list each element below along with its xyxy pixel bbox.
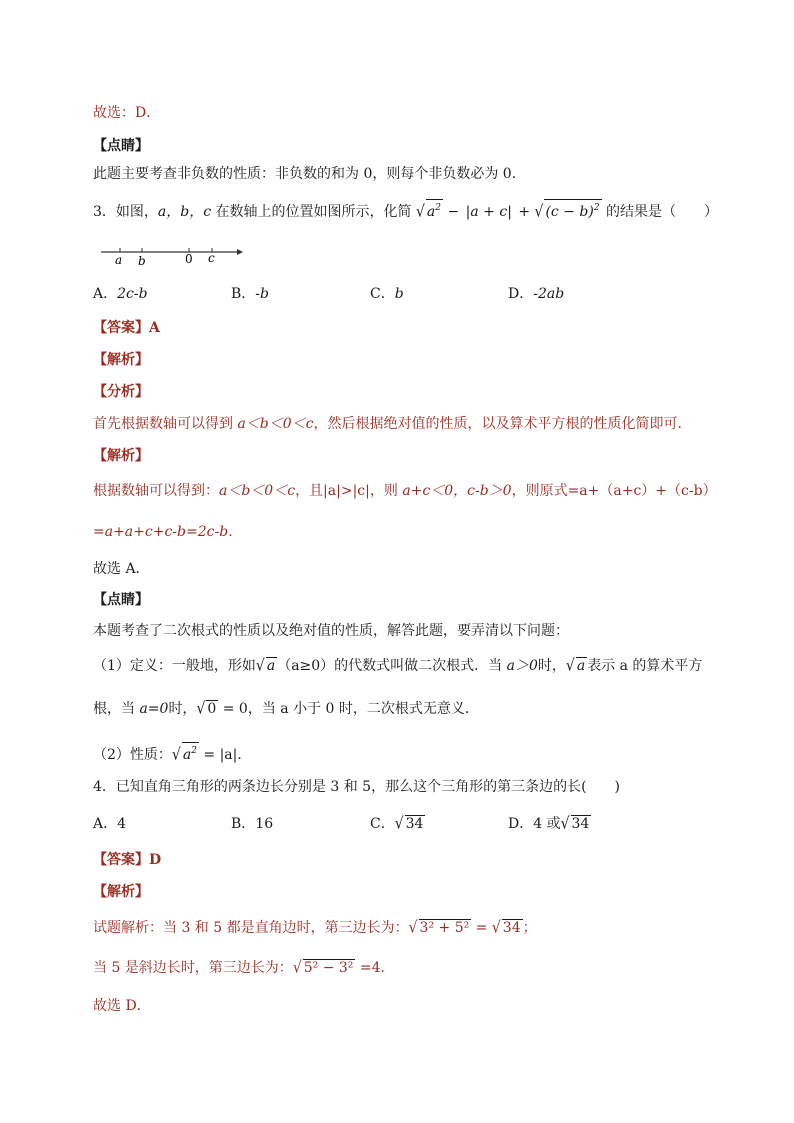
q4-option-c: C．√ 34	[370, 814, 425, 834]
q3-tip-header: 【点睛】	[93, 592, 149, 608]
q3-expr-rad2: $(c - b)^2$	[544, 199, 601, 220]
q3-expr-abs: a + c	[470, 204, 508, 220]
q3-definition-line1: （1）定义：一般地，形如√ a （a≥0）的代数式叫做二次根式．当 a＞0时，√ a 表示 a 的算术平方	[93, 656, 702, 676]
q4-option-d: D．4 或√ 34	[508, 814, 591, 834]
q3-option-c: C．b	[370, 286, 404, 302]
q4-solution-line2: 当 5 是斜边长时，第三边长为：√ 5² − 3² =4．	[93, 958, 395, 978]
prev-tip-text: 此题主要考查非负数的性质：非负数的和为 0，则每个非负数必为 0．	[93, 166, 526, 182]
label-0: 0	[185, 252, 193, 266]
q4-stem: 4．已知直角三角形的两条边长分别是 3 和 5，那么这个三角形的第三条边的长( )	[93, 779, 620, 795]
q3-solution-line1: 根据数轴可以得到：a＜b＜0＜c，且|a|>|c|，则 a+c＜0，c-b＞0，则原式=a+（a+c）+（c-b）	[93, 483, 717, 499]
q3-option-d: D．-2ab	[508, 286, 565, 302]
q3-expr-rad1: $a^2$	[426, 199, 443, 220]
sqrt-symbol: √	[408, 918, 418, 938]
q4-analysis-header: 【解析】	[93, 884, 149, 900]
q3-answer: 【答案】A	[93, 320, 160, 336]
q3-expression: √ $a^2 - |a + c|$ + √ $(c - b)^2$	[416, 204, 606, 220]
q3-fenxi-text: 首先根据数轴可以得到 a＜b＜0＜c，然后根据绝对值的性质，以及算术平方根的性质化简即可．	[93, 416, 692, 432]
q3-property: （2）性质：√ $a^2 = |a|$．	[93, 742, 251, 765]
sqrt-symbol: √	[171, 745, 181, 765]
q4-option-b: B．16	[231, 816, 274, 832]
q4-solution-line1: 试题解析：当 3 和 5 都是直角边时，第三边长为：√ 3² + 5² = √ 34 ；	[93, 918, 537, 938]
q3-stem	[93, 199, 718, 222]
q4-choose: 故选 D．	[93, 998, 151, 1014]
q3-fenxi-header: 【分析】	[93, 384, 149, 400]
q3-option-b: B．-b	[231, 286, 269, 302]
sqrt-symbol: √	[196, 699, 206, 719]
q3-stem-mid: 在数轴上的位置如图所示，化简	[211, 204, 412, 220]
q3-stem-pre: 3．如图，	[93, 204, 158, 220]
q4-answer: 【答案】D	[93, 852, 162, 868]
q3-solution-line2: =a+a+c+c-b=2c-b．	[93, 524, 243, 540]
sqrt-symbol: √	[491, 918, 501, 938]
number-line-arrow	[237, 249, 243, 255]
q4-option-a: A．4	[93, 816, 127, 832]
prev-answer-line: 故选：D．	[93, 105, 161, 121]
sqrt-symbol: √	[534, 202, 544, 222]
q3-choose: 故选 A．	[93, 561, 150, 577]
label-b: b	[138, 254, 146, 268]
sqrt-symbol: √	[292, 958, 302, 978]
sqrt-symbol: √	[565, 656, 575, 676]
sqrt-symbol: √	[255, 656, 265, 676]
q3-stem-post: 的结果是（ ）	[606, 204, 719, 220]
q3-tip-text: 本题考查了二次根式的性质以及绝对值的性质，解答此题，要弄清以下问题：	[93, 623, 569, 639]
q3-option-a: A．2c-b	[93, 286, 148, 302]
sqrt-symbol: √	[415, 202, 425, 222]
label-a: a	[115, 253, 123, 267]
label-c: c	[208, 251, 215, 265]
q3-stem-vars: a，b，c	[157, 204, 212, 220]
q3-jiexi-header: 【解析】	[93, 448, 149, 464]
sqrt-symbol: √	[560, 814, 570, 834]
q3-definition-line2: 根，当 a=0时，√ 0 = 0，当 a 小于 0 时，二次根式无意义．	[93, 699, 479, 719]
number-line	[97, 240, 247, 270]
q3-analysis-header: 【解析】	[93, 352, 149, 368]
sqrt-symbol: √	[394, 814, 404, 834]
prev-tip-header: 【点睛】	[93, 138, 149, 154]
